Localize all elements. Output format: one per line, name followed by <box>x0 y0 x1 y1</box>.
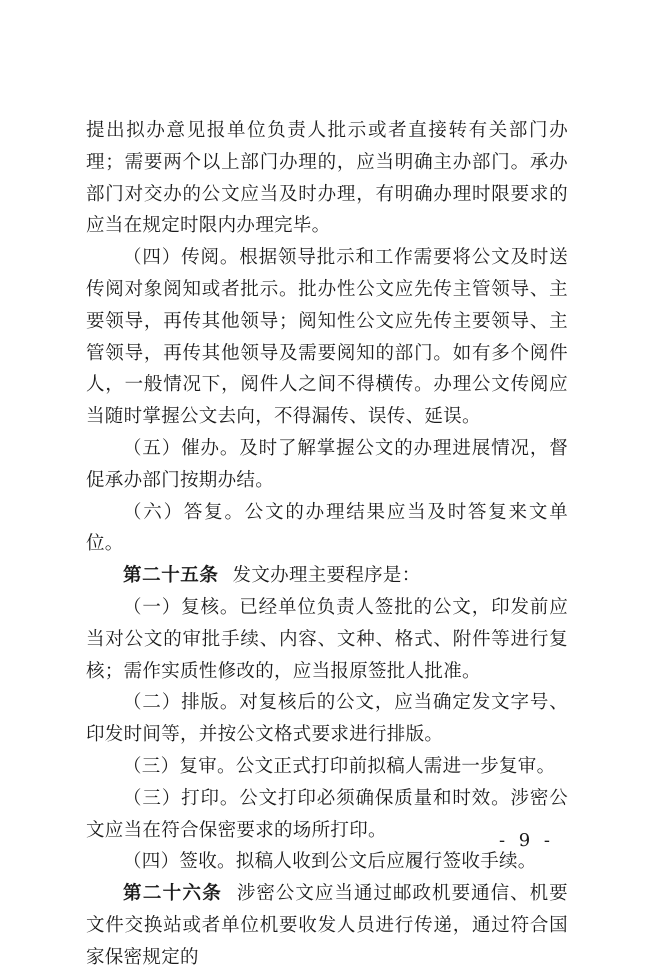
article-26-text: 涉密公文应当通过邮政机要通信、机要文件交换站或者单位机要收发人员进行传递，通过符合国家保密规定的 <box>86 883 568 968</box>
paragraph-handling-continuation: 提出拟办意见报单位负责人批示或者直接转有关部门办理；需要两个以上部门办理的，应当明确主办部门。承办部门对交办的公文应当及时办理，有明确办理时限要求的应当在规定时限内办理完毕。 <box>86 120 568 237</box>
article-25-text: 发文办理主要程序是： <box>232 565 421 587</box>
article-25-label: 第二十五条 <box>123 565 219 587</box>
paragraph-reply: （六）答复。公文的办理结果应当及时答复来文单位。 <box>86 501 568 555</box>
paragraph-article-26 <box>86 878 568 973</box>
paragraph-review: （一）复核。已经单位负责人签批的公文，印发前应当对公文的审批手续、内容、文种、格式、附件等进行复核；需作实质性修改的，应当报原签批人批准。 <box>86 596 568 682</box>
article-26-label: 第二十六条 <box>123 883 223 905</box>
paragraph-sign-for: （四）签收。拟稿人收到公文后应履行签收手续。 <box>123 851 537 873</box>
paragraph-re-examination: （三）复审。公文正式打印前拟稿人需进一步复审。 <box>123 755 556 777</box>
document-body <box>86 115 568 974</box>
paragraph-article-25 <box>86 560 568 592</box>
paragraph-typesetting: （二）排版。对复核后的公文，应当确定发文字号、印发时间等，并按公文格式要求进行排版。 <box>86 692 568 746</box>
page-number: - 9 - <box>498 830 554 851</box>
paragraph-urging: （五）催办。及时了解掌握公文的办理进展情况，督促承办部门按期办结。 <box>86 437 568 491</box>
paragraph-printing: （三）打印。公文打印必须确保质量和时效。涉密公文应当在符合保密要求的场所打印。 <box>86 787 568 841</box>
paragraph-circulation: （四）传阅。根据领导批示和工作需要将公文及时送传阅对象阅知或者批示。批办性公文应先传主管领导、主要领导，再传其他领导；阅知性公文应先传主要领导、主管领导，再传其他领导及需要阅知的部门。如有多个阅件人，一般情况下，阅件人之间不得横传。办理公文传阅应当随时掌握公文去向，不得漏传、误传、延误。 <box>86 247 568 428</box>
